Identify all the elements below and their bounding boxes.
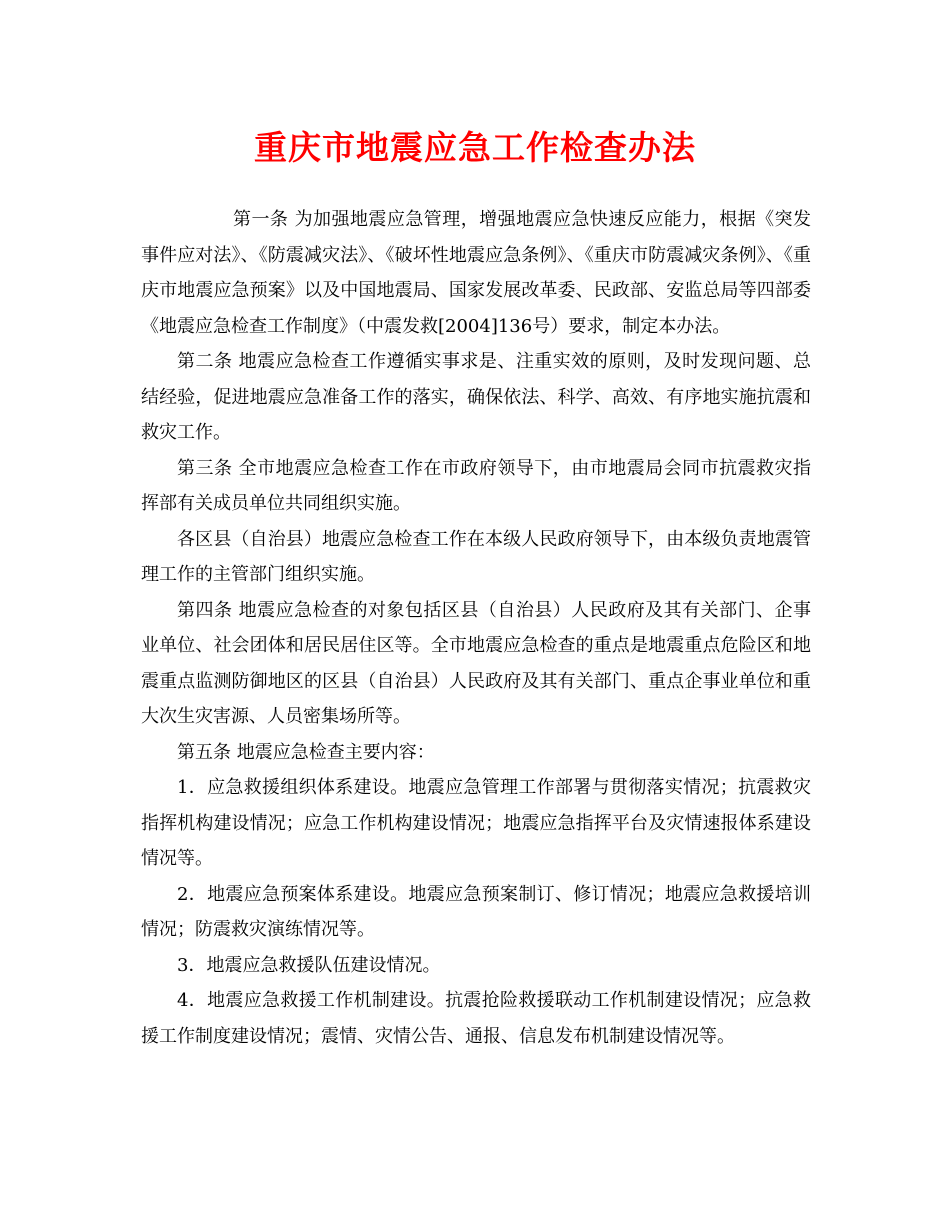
list-item-3: 3．地震应急救援队伍建设情况。 xyxy=(177,954,441,976)
document-body xyxy=(141,202,811,1054)
article-1-paragraph: 第一条 为加强地震应急管理，增强地震应急快速反应能力，根据《突发事件应对法》、《防震减灾法》、《破坏性地震应急条例》、《重庆市防震减灾条例》、《重庆市地震应急预案》以及中国地震局、国家发展改革委、民政部、安监总局等四部委《地震应急检查工作制度》（中震发救[2004]136号）要求，制定本办法。 xyxy=(141,209,811,337)
article-4-paragraph: 第四条 地震应急检查的对象包括区县（自治县）人民政府及其有关部门、企事业单位、社会团体和居民居住区等。全市地震应急检查的重点是地震重点危险区和地震重点监测防御地区的区县（自治县）人民政府及其有关部门、重点企事业单位和重大次生灾害源、人员密集场所等。 xyxy=(141,599,811,727)
article-3-subparagraph: 各区县（自治县）地震应急检查工作在本级人民政府领导下，由本级负责地震管理工作的主管部门组织实施。 xyxy=(141,528,811,585)
article-2-paragraph: 第二条 地震应急检查工作遵循实事求是、注重实效的原则，及时发现问题、总结经验，促进地震应急准备工作的落实，确保依法、科学、高效、有序地实施抗震和救灾工作。 xyxy=(141,351,811,443)
list-item-2: 2．地震应急预案体系建设。地震应急预案制订、修订情况；地震应急救援培训情况；防震救灾演练情况等。 xyxy=(141,883,811,940)
article-5-paragraph: 第五条 地震应急检查主要内容： xyxy=(177,741,435,763)
list-item-4: 4．地震应急救援工作机制建设。抗震抢险救援联动工作机制建设情况；应急救援工作制度建设情况；震情、灾情公告、通报、信息发布机制建设情况等。 xyxy=(141,990,811,1047)
article-3-paragraph: 第三条 全市地震应急检查工作在市政府领导下，由市地震局会同市抗震救灾指挥部有关成员单位共同组织实施。 xyxy=(141,457,811,514)
document-title: 重庆市地震应急工作检查办法 xyxy=(254,128,696,167)
list-item-1: 1．应急救援组织体系建设。地震应急管理工作部署与贯彻落实情况；抗震救灾指挥机构建设情况；应急工作机构建设情况；地震应急指挥平台及灾情速报体系建设情况等。 xyxy=(141,777,811,869)
